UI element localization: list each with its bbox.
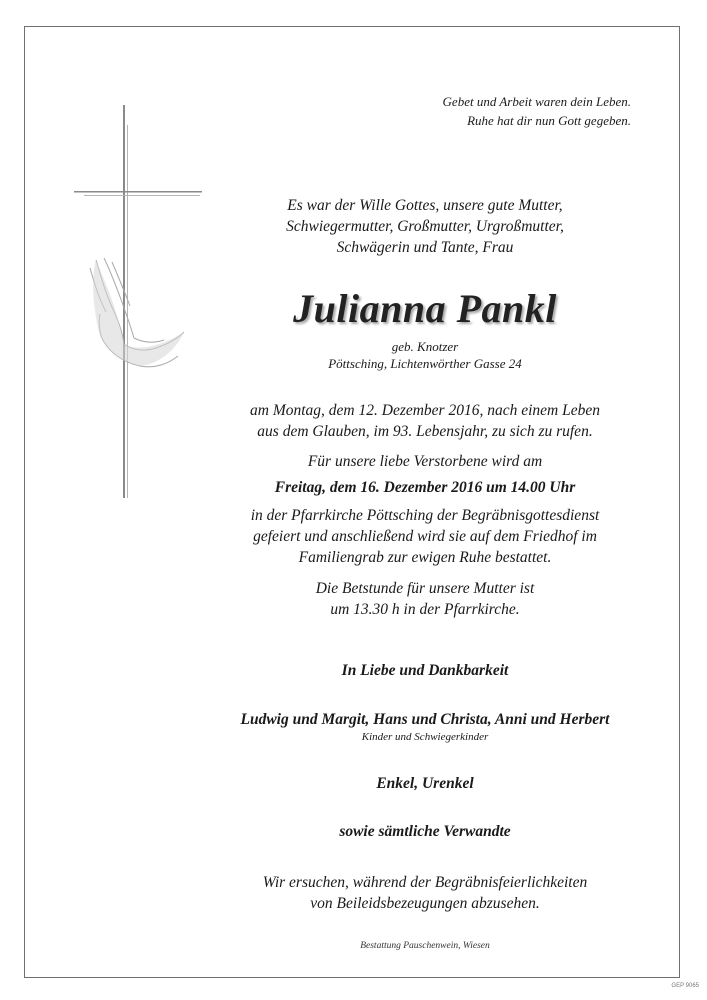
service-line-1: in der Pfarrkirche Pöttsching der Begräbnisgottesdienst: [250, 507, 600, 524]
relatives: sowie sämtliche Verwandte: [339, 823, 511, 840]
children-names: Ludwig und Margit, Hans und Christa, Anni und Herbert: [240, 711, 610, 728]
service-date: Freitag, dem 16. Dezember 2016 um 14.00 Uhr: [274, 479, 576, 496]
request-line-1: Wir ersuchen, während der Begräbnisfeierlichkeiten: [262, 874, 588, 891]
prayer-line-2: um 13.30 h in der Pfarrkirche.: [330, 601, 520, 618]
death-line-1: am Montag, dem 12. Dezember 2016, nach einem Leben: [250, 402, 600, 419]
deceased-name: Julianna Pankl: [293, 286, 557, 331]
service-intro: Für unsere liebe Verstorbene wird am: [307, 453, 543, 470]
prayer-line-1: Die Betstunde für unsere Mutter ist: [315, 580, 535, 597]
motto-line-2: Ruhe hat dir nun Gott gegeben.: [467, 113, 631, 128]
love-gratitude: In Liebe und Dankbarkeit: [341, 662, 509, 679]
address: Pöttsching, Lichtenwörther Gasse 24: [328, 356, 522, 371]
grandchildren: Enkel, Urenkel: [376, 775, 474, 792]
service-text: [190, 505, 660, 568]
undertaker: Bestattung Pauschenwein, Wiesen: [360, 941, 490, 951]
condolence-request: [190, 872, 660, 914]
motto-line-1: Gebet und Arbeit waren dein Leben.: [442, 94, 631, 109]
maiden-name: geb. Knotzer: [391, 339, 459, 354]
intro-line-1: Es war der Wille Gottes, unsere gute Mutter,: [287, 197, 563, 214]
service-line-3: Familiengrab zur ewigen Ruhe bestattet.: [298, 549, 552, 566]
service-line-2: gefeiert und anschließend wird sie auf dem Friedhof im: [253, 528, 597, 545]
intro-line-2: Schwiegermutter, Großmutter, Urgroßmutter,: [286, 218, 564, 235]
form-code: GEP 9065: [671, 983, 699, 989]
prayer-hour: [190, 578, 660, 620]
deceased-details: [190, 338, 660, 372]
intro-text: [190, 195, 660, 258]
death-line-2: aus dem Glauben, im 93. Lebensjahr, zu sich zu rufen.: [257, 423, 593, 440]
motto: [311, 92, 631, 130]
children-caption: Kinder und Schwiegerkinder: [361, 731, 489, 743]
death-notice: [190, 400, 660, 442]
intro-line-3: Schwägerin und Tante, Frau: [336, 239, 514, 256]
praying-hands-icon: [82, 252, 192, 377]
request-line-2: von Beileidsbezeugungen abzusehen.: [310, 895, 540, 912]
